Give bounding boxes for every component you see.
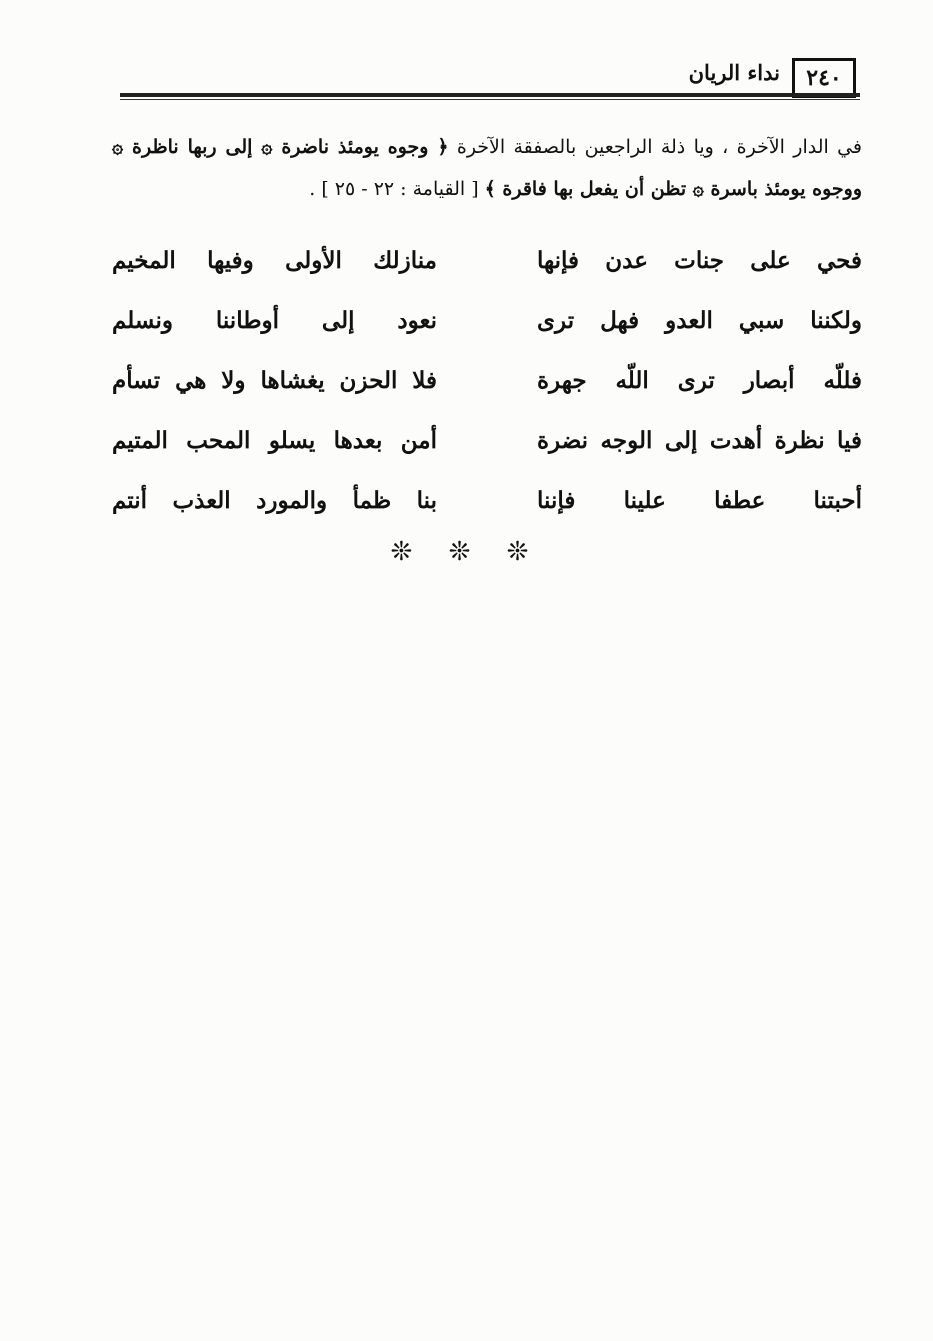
- poem-second-hemistich: أمن بعدها يسلو المحب المتيم: [112, 426, 437, 454]
- poem-line: [112, 290, 862, 350]
- quran-verse: ﴿ وجوه يومئذ ناضرة ۞ إلى ربها ناظرة ۞ ووجوه يومئذ باسرة ۞ تظن أن يفعل بها فاقرة ﴾: [112, 136, 862, 200]
- verse-citation: [ القيامة : ٢٢ - ٢٥ ] .: [309, 178, 479, 200]
- poem-second-hemistich: نعود إلى أوطاننا ونسلم: [112, 306, 437, 334]
- poem-first-hemistich: ولكننا سبي العدو فهل ترى: [537, 306, 862, 334]
- poem-line: [112, 350, 862, 410]
- poem-line: [112, 230, 862, 290]
- poem-line: [112, 470, 862, 530]
- header-rule-thin: [120, 99, 860, 100]
- prose-lead: في الدار الآخرة ، ويا ذلة الراجعين بالصفقة الآخرة: [456, 136, 863, 158]
- poem: [112, 230, 862, 530]
- poem-first-hemistich: فللّه أبصار ترى اللّه جهرة: [537, 366, 862, 394]
- poem-first-hemistich: أحبتنا عطفا علينا فإننا: [537, 486, 862, 514]
- running-title: نداء الريان: [688, 60, 780, 85]
- prose-paragraph: [112, 126, 862, 210]
- header-rule: [120, 93, 860, 97]
- section-separator: ❊ ❊ ❊: [390, 537, 543, 567]
- poem-second-hemistich: بنا ظمأ والمورد العذب أنتم: [112, 486, 437, 514]
- poem-second-hemistich: فلا الحزن يغشاها ولا هي تسأم: [112, 366, 437, 394]
- poem-first-hemistich: فحي على جنات عدن فإنها: [537, 246, 862, 274]
- poem-second-hemistich: منازلك الأولى وفيها المخيم: [112, 246, 437, 274]
- poem-first-hemistich: فيا نظرة أهدت إلى الوجه نضرة: [537, 426, 862, 454]
- poem-line: [112, 410, 862, 470]
- page-number: ٢٤٠: [792, 58, 856, 98]
